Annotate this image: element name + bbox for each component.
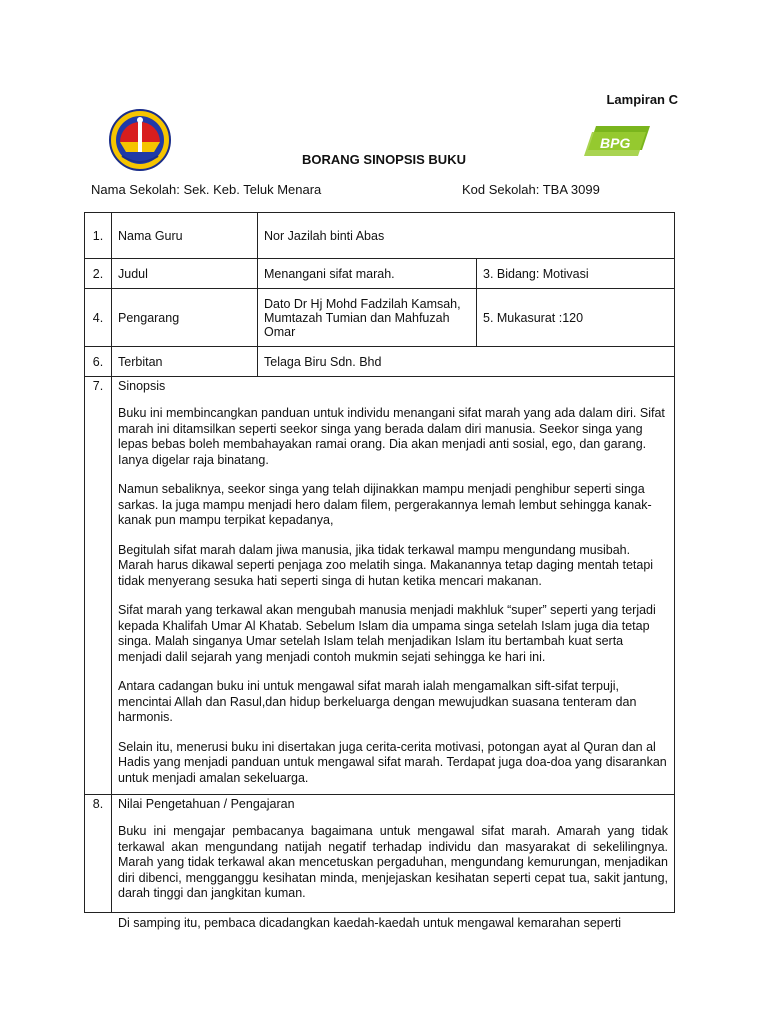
table-row xyxy=(85,795,675,913)
field-value: Telaga Biru Sdn. Bhd xyxy=(258,347,675,377)
paragraph: Antara cadangan buku ini untuk mengawal sifat marah ialah mengamalkan sift-sifat terpuji, mencintai Allah dan Rasul,dan hidup berkeluarga dengan mewujudkan suasana tenteram dan harmonis. xyxy=(118,679,637,724)
field-value: Nor Jazilah binti Abas xyxy=(258,213,675,259)
row-number: 2. xyxy=(85,259,112,289)
synopsis-form-table xyxy=(84,212,675,930)
field-value: Dato Dr Hj Mohd Fadzilah Kamsah, Mumtazah Tumian dan Mahfuzah Omar xyxy=(258,289,477,347)
row-number: 4. xyxy=(85,289,112,347)
row-number: 7. xyxy=(85,377,112,795)
row-number: 6. xyxy=(85,347,112,377)
nilai-section xyxy=(112,795,675,930)
field-extra: 5. Mukasurat :120 xyxy=(477,289,675,347)
field-label: Judul xyxy=(112,259,258,289)
paragraph: Buku ini membincangkan panduan untuk individu menangani sifat marah yang ada dalam diri. Sifat marah ini ditamsilkan seperti seekor singa yang berada dalam diri manusia. Seekor singa yang lepas bebas boleh membahayakan ramai orang. Dia akan menjadi anti sosial, ego, dan garang. Ianya digelar raja binatang. xyxy=(118,406,665,467)
paragraph: Di samping itu, pembaca dicadangkan kaedah-kaedah untuk mengawal kemarahan seperti xyxy=(118,915,622,930)
field-label: Terbitan xyxy=(112,347,258,377)
field-label: Pengarang xyxy=(112,289,258,347)
section-title: Nilai Pengetahuan / Pengajaran xyxy=(118,797,295,811)
paragraph: Selain itu, menerusi buku ini disertakan juga cerita-cerita motivasi, potongan ayat al Quran dan al Hadis yang menjadi panduan untuk mengawal sifat marah. Terdapat juga doa-doa yang disarankan untuk menjadi amalan sekeluarga. xyxy=(118,739,667,785)
lampiran-label: Lampiran C xyxy=(606,92,678,107)
svg-text:BPG: BPG xyxy=(600,135,631,151)
sinopsis-section xyxy=(112,377,675,795)
paragraph: Begitulah sifat marah dalam jiwa manusia, jika tidak terkawal mampu mengundang musibah. Marah harus dikawal seperti penjaga zoo melatih singa. Makanannya tetap daging mentah tetapi tidak menyerang sesuka hati seperti singa di hutan ketika mencari makanan. xyxy=(118,542,654,588)
table-row xyxy=(85,377,675,795)
field-extra: 3. Bidang: Motivasi xyxy=(477,259,675,289)
table-row xyxy=(85,289,675,347)
field-value: Menangani sifat marah. xyxy=(258,259,477,289)
field-label: Nama Guru xyxy=(112,213,258,259)
table-row xyxy=(85,259,675,289)
paragraph: Buku ini mengajar pembacanya bagaimana untuk mengawal sifat marah. Amarah yang tidak terkawal akan mengundang natijah negatif terhadap individu dan masyarakat di sekelilingnya. Marah yang tidak terkawal akan mencetuskan pergaduhan, mengundang kemurungan, menjadikan diri dibenci, mengganggu kesihatan minda, menjejaskan kesihatan seperti cepat tua, sakit jantung, darah tinggi dan jangkitan kuman. xyxy=(118,824,669,900)
table-row xyxy=(85,347,675,377)
paragraph: Sifat marah yang terkawal akan mengubah manusia menjadi makhluk “super” seperti yang terjadi kepada Khalifah Umar Al Khatab. Sebelum Islam dia umpama singa setelah Islam juga dia tetap singa. Malah singanya Umar setelah Islam telah menjadikan Islam itu bertambah kuat serta menjadi dalil sejarah yang menjadi contoh mukmin sejati sehingga ke hari ini. xyxy=(118,603,656,664)
row-number: 1. xyxy=(85,213,112,259)
school-code: Kod Sekolah: TBA 3099 xyxy=(462,182,600,197)
table-row xyxy=(85,213,675,259)
section-title: Sinopsis xyxy=(118,379,166,393)
page-title: BORANG SINOPSIS BUKU xyxy=(302,152,466,167)
school-name: Nama Sekolah: Sek. Keb. Teluk Menara xyxy=(91,182,322,197)
paragraph: Namun sebaliknya, seekor singa yang telah dijinakkan mampu menjadi penghibur seperti singa sarkas. Ia juga mampu menjadi hero dalam filem, pergerakannya lemah lembut sehingga kanak-kanak pun mampu terpikat kepadanya, xyxy=(118,482,652,527)
row-number: 8. xyxy=(85,795,112,913)
